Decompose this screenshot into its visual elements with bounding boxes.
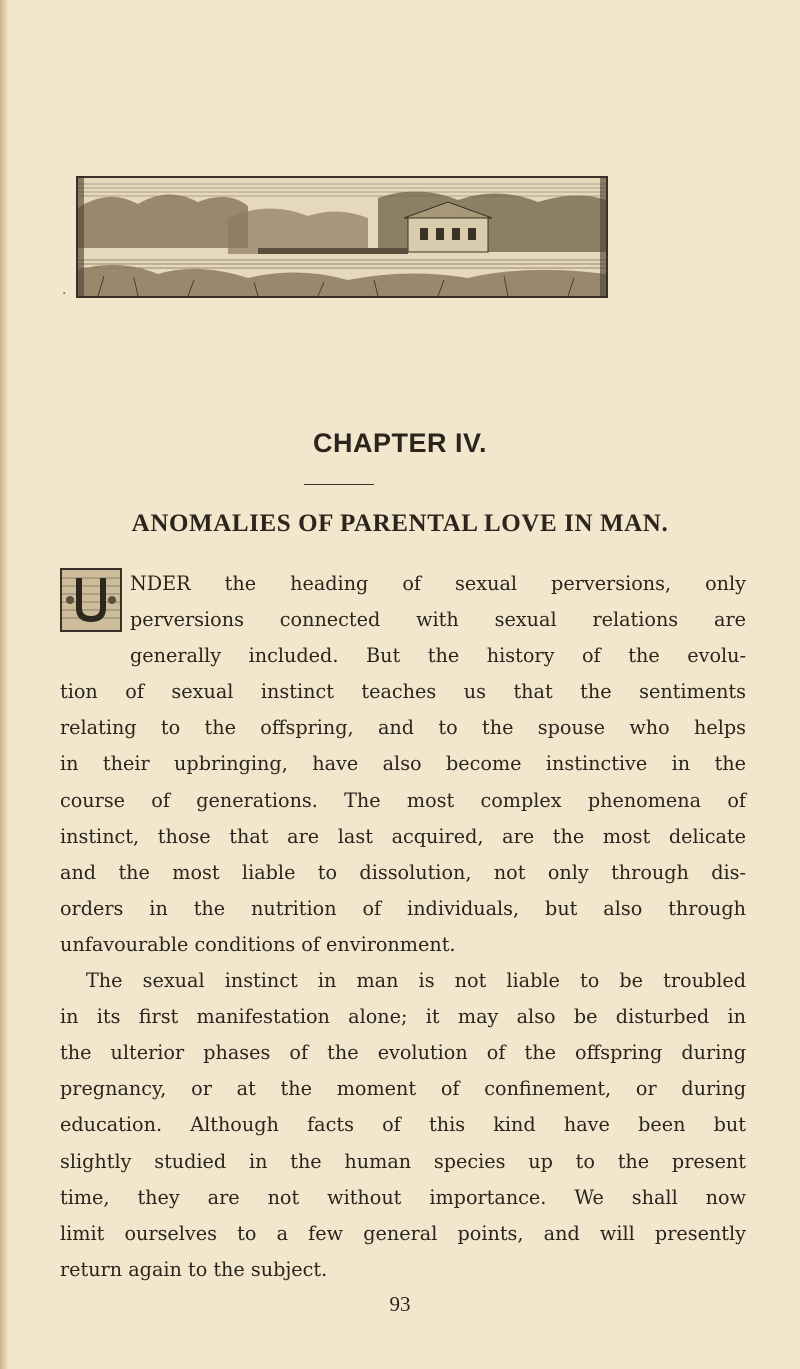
text-line: tion of sexual instinct teaches us that the sentiments	[60, 680, 746, 704]
text-line: education. Although facts of this kind have been but	[60, 1113, 746, 1137]
text-line: unfavourable conditions of environment.	[60, 932, 456, 956]
text-line: and the most liable to dissolution, not only through dis-	[60, 860, 746, 884]
text-line: the ulterior phases of the evolution of the offspring during	[60, 1041, 746, 1065]
text-line: The sexual instinct in man is not liable to be troubled	[86, 969, 746, 993]
text-line: relating to the offspring, and to the spouse who helps	[60, 716, 746, 740]
text-line: limit ourselves to a few general points, and will presently	[60, 1221, 746, 1245]
chapter-heading: CHAPTER IV.	[312, 428, 488, 458]
text-line: generally included. But the history of the evolu-	[130, 644, 746, 668]
body-text	[60, 566, 746, 1288]
text-line: return again to the subject.	[60, 1257, 328, 1281]
text-line: orders in the nutrition of individuals, but also through	[60, 896, 746, 920]
section-title: ANOMALIES OF PARENTAL LOVE IN MAN.	[131, 510, 669, 537]
print-speck: ·	[62, 286, 67, 302]
text-line: course of generations. The most complex phenomena of	[60, 788, 746, 812]
text-line: slightly studied in the human species up to the present	[60, 1149, 746, 1173]
paragraph-2	[60, 963, 746, 1288]
text-line: NDER the heading of sexual perversions, only	[130, 572, 746, 595]
text-line: time, they are not without importance. We shall now	[60, 1185, 746, 1209]
headpiece-illustration	[76, 176, 608, 298]
page-edge	[0, 0, 8, 1369]
text-line: instinct, those that are last acquired, are the most delicate	[60, 824, 746, 848]
page-number: 93	[389, 1292, 411, 1316]
text-line: pregnancy, or at the moment of confinement, or during	[60, 1077, 746, 1101]
heading-rule	[304, 484, 374, 485]
text-line: in its first manifestation alone; it may also be disturbed in	[60, 1005, 746, 1029]
headpiece-engraving	[78, 178, 606, 296]
text-line: perversions connected with sexual relations are	[130, 608, 746, 632]
text-line: in their upbringing, have also become instinctive in the	[60, 752, 746, 776]
paragraph-1	[60, 566, 746, 963]
